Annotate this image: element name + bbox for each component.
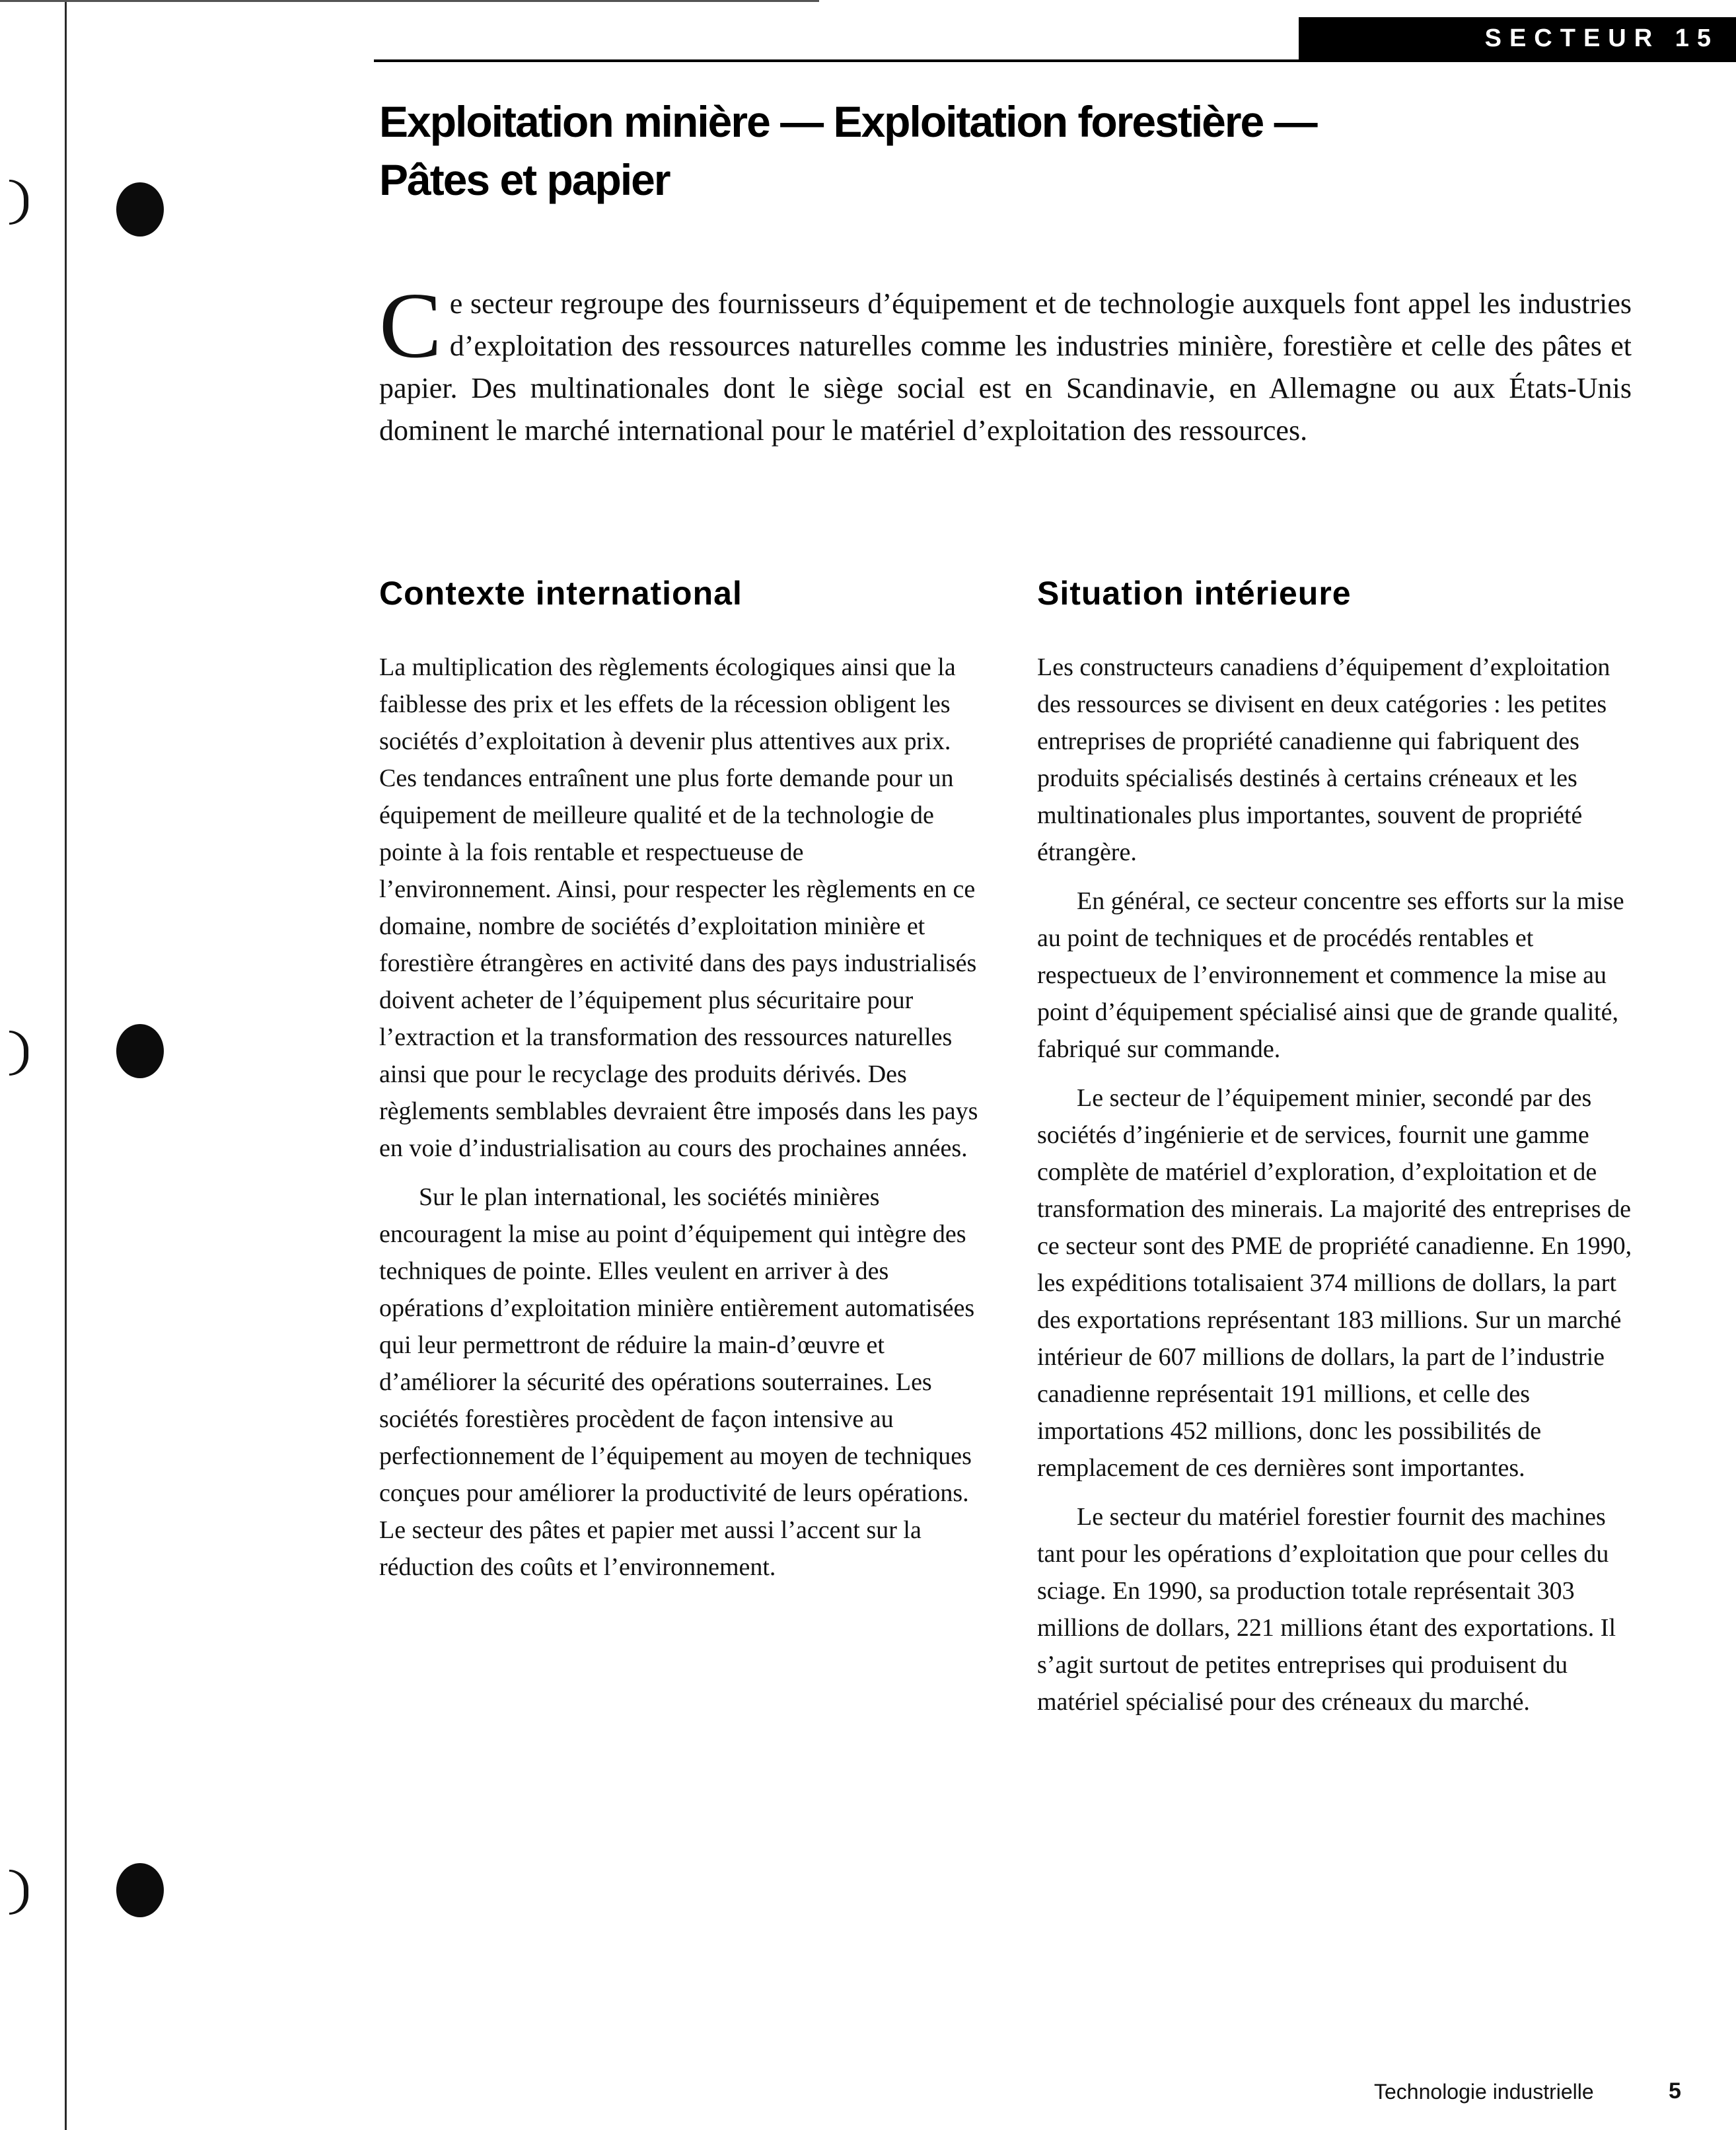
binder-hole-bottom	[116, 1863, 164, 1917]
intro-paragraph	[379, 273, 1632, 452]
right-paragraph-2: En général, ce secteur concentre ses efforts sur la mise au point de techniques et de procédés rentables et respectueux de l’environnement et commence la mise au point d’équipement spécialisé ainsi que de grande qualité, fabriqué sur commande.	[1037, 887, 1624, 1063]
right-column-heading: Situation intérieure	[1037, 575, 1352, 612]
left-paragraph-1: La multiplication des règlements écologiques ainsi que la faiblesse des prix et les effets de la récession obligent les sociétés d’exploitation à devenir plus attentives aux prix. Ces tendances entraînent une plus forte demande pour un équipement de meilleure qualité et de la technologie de pointe à la fois rentable et respectueuse de l’environnement. Ainsi, pour respecter les règlements en ce domaine, nombre de sociétés d’exploitation minière et forestière étrangères en activité dans des pays industrialisés doivent acheter de l’équipement plus sécuritaire pour l’extraction et la transformation des ressources naturelles ainsi que pour le recyclage des produits dérivés. Des règlements semblables devraient être imposés dans les pays en voie d’industrialisation au cours des prochaines années.	[379, 653, 978, 1162]
section-tag: SECTEUR 15	[1299, 17, 1736, 59]
right-column	[1037, 571, 1638, 1732]
title-line-1: Exploitation minière — Exploitation forestière —	[379, 97, 1317, 146]
binder-hole-edge-top	[9, 180, 28, 225]
scan-top-edge	[0, 0, 819, 2]
footer-page-number: 5	[1669, 2078, 1681, 2104]
binder-hole-edge-middle	[9, 1031, 28, 1076]
binder-hole-edge-bottom	[9, 1870, 28, 1915]
intro-dropcap: C	[379, 273, 442, 377]
page-title	[379, 92, 1667, 209]
header-rule	[374, 59, 1736, 62]
binder-hole-top	[116, 182, 164, 237]
left-paragraph-2: Sur le plan international, les sociétés minières encouragent la mise au point d’équipement qui intègre des techniques de pointe. Elles veulent en arriver à des opérations d’exploitation minière entièrement automatisées qui leur permettront de réduire la main-d’œuvre et d’améliorer la sécurité des opérations souterraines. Les sociétés forestières procèdent de façon intensive au perfectionnement de l’équipement au moyen de techniques conçues pour améliorer la productivité de leurs opérations. Le secteur des pâtes et papier met aussi l’accent sur la réduction des coûts et l’environnement.	[379, 1183, 975, 1581]
right-paragraph-1: Les constructeurs canadiens d’équipement d’exploitation des ressources se divisent en deux catégories : les petites entreprises de propriété canadienne qui fabriquent des produits spécialisés destinés à certains créneaux et les multinationales plus importantes, souvent de propriété étrangère.	[1037, 653, 1610, 866]
footer-publication: Technologie industrielle	[1374, 2080, 1594, 2104]
binder-hole-middle	[116, 1024, 164, 1078]
scan-left-edge	[65, 0, 67, 2130]
intro-text: e secteur regroupe des fournisseurs d’équipement et de technologie auxquels font appel les industries d’exploitation des ressources naturelles comme les industries minière, forestière et celle des pâtes et papier. Des multinationales dont le siège social est en Scandinavie, en Allemagne ou aux États-Unis dominent le marché international pour le matériel d’exploitation des ressources.	[379, 287, 1632, 447]
right-paragraph-4: Le secteur du matériel forestier fournit des machines tant pour les opérations d’exploitation que pour celles du sciage. En 1990, sa production totale représentait 303 millions de dollars, 221 millions étant des exportations. Il s’agit surtout de petites entreprises qui produisent du matériel spécialisé pour des créneaux du marché.	[1037, 1503, 1616, 1716]
title-line-2: Pâtes et papier	[379, 155, 670, 204]
right-paragraph-3: Le secteur de l’équipement minier, secondé par des sociétés d’ingénierie et de services, fournit une gamme complète de matériel d’exploration, d’exploitation et de transformation des minerais. La majorité des entreprises de ce secteur sont des PME de propriété canadienne. En 1990, les expéditions totalisaient 374 millions de dollars, la part des exportations représentant 183 millions. Sur un marché intérieur de 607 millions de dollars, la part de l’industrie canadienne représentait 191 millions, et celle des importations 452 millions, donc les possibilités de remplacement de ces dernières sont importantes.	[1037, 1084, 1632, 1482]
left-column-heading: Contexte international	[379, 575, 742, 612]
left-column	[379, 571, 980, 1598]
